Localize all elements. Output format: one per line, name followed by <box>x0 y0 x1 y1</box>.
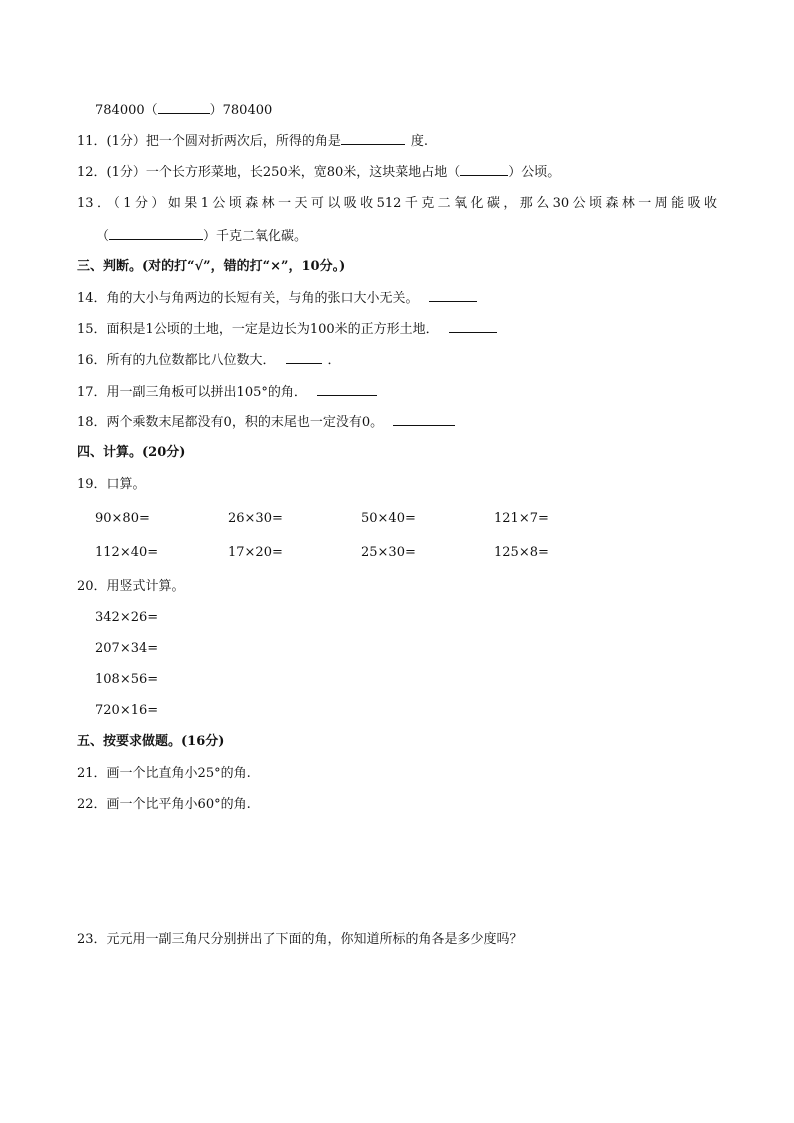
question-18-text: 18．两个乘数末尾都没有0，积的末尾也一定没有0。 <box>77 415 384 430</box>
question-16 <box>77 351 341 370</box>
section-5-heading: 五、按要求做题。(16分) <box>77 734 225 749</box>
question-14 <box>77 289 477 308</box>
oral-calc-item: 50×40= <box>361 511 416 526</box>
question-13-line-1: 13．（1分）如果1公顷森林一天可以吸收512千克二氧化碳，那么30公顷森林一周能吸收 <box>77 196 717 211</box>
answer-blank[interactable] <box>341 132 405 145</box>
question-15 <box>77 320 497 339</box>
question-13-open: （ <box>96 229 110 244</box>
oral-calc-item: 26×30= <box>228 511 283 526</box>
oral-calc-item: 17×20= <box>228 545 283 560</box>
question-18 <box>77 413 455 432</box>
section-4-heading: 四、计算。(20分) <box>77 445 186 460</box>
vertical-calc-item: 207×34= <box>95 641 159 656</box>
question-13-unit: ）千克二氧化碳。 <box>203 229 308 244</box>
compare-line <box>95 101 272 120</box>
question-13-line-2 <box>96 227 307 246</box>
question-12-text: 12．(1分）一个长方形菜地，长250米，宽80米，这块菜地占地（ <box>77 165 461 180</box>
oral-calc-item: 125×8= <box>494 545 549 560</box>
answer-blank[interactable] <box>429 289 477 302</box>
question-22: 22．画一个比平角小60°的角. <box>77 797 251 812</box>
question-17 <box>77 383 377 402</box>
question-14-text: 14．角的大小与角两边的长短有关，与角的张口大小无关。 <box>77 291 419 306</box>
question-12-unit: ）公顷。 <box>508 165 561 180</box>
question-17-text: 17．用一副三角板可以拼出105°的角． <box>77 385 307 400</box>
answer-blank[interactable] <box>317 383 377 396</box>
answer-blank[interactable] <box>158 101 210 114</box>
vertical-calc-item: 342×26= <box>95 610 159 625</box>
oral-calc-item: 121×7= <box>494 511 549 526</box>
oral-calc-item: 112×40= <box>95 545 159 560</box>
question-11-text: 11．(1分）把一个圆对折两次后，所得的角是 <box>77 134 341 149</box>
question-20: 20．用竖式计算。 <box>77 579 185 594</box>
compare-right: ）780400 <box>209 103 273 118</box>
answer-blank[interactable] <box>460 163 508 176</box>
oral-calc-item: 90×80= <box>95 511 150 526</box>
question-16-text: 16．所有的九位数都比八位数大． <box>77 353 276 368</box>
answer-blank[interactable] <box>109 227 203 240</box>
vertical-calc-item: 720×16= <box>95 703 159 718</box>
question-11-unit: 度. <box>410 134 429 149</box>
question-11 <box>77 132 428 151</box>
vertical-calc-item: 108×56= <box>95 672 159 687</box>
question-16-end: ． <box>327 353 341 368</box>
question-12 <box>77 163 560 182</box>
compare-left: 784000（ <box>95 103 158 118</box>
question-19: 19．口算。 <box>77 477 146 492</box>
oral-calc-item: 25×30= <box>361 545 416 560</box>
answer-blank[interactable] <box>286 351 322 364</box>
section-3-heading: 三、判断。(对的打“√”，错的打“×”，10分。) <box>77 259 346 274</box>
answer-blank[interactable] <box>393 413 455 426</box>
answer-blank[interactable] <box>449 320 497 333</box>
question-21: 21．画一个比直角小25°的角. <box>77 766 251 781</box>
question-23: 23．元元用一副三角尺分别拼出了下面的角，你知道所标的角各是多少度吗？ <box>77 932 523 947</box>
question-15-text: 15．面积是1公顷的土地，一定是边长为100米的正方形土地． <box>77 322 439 337</box>
